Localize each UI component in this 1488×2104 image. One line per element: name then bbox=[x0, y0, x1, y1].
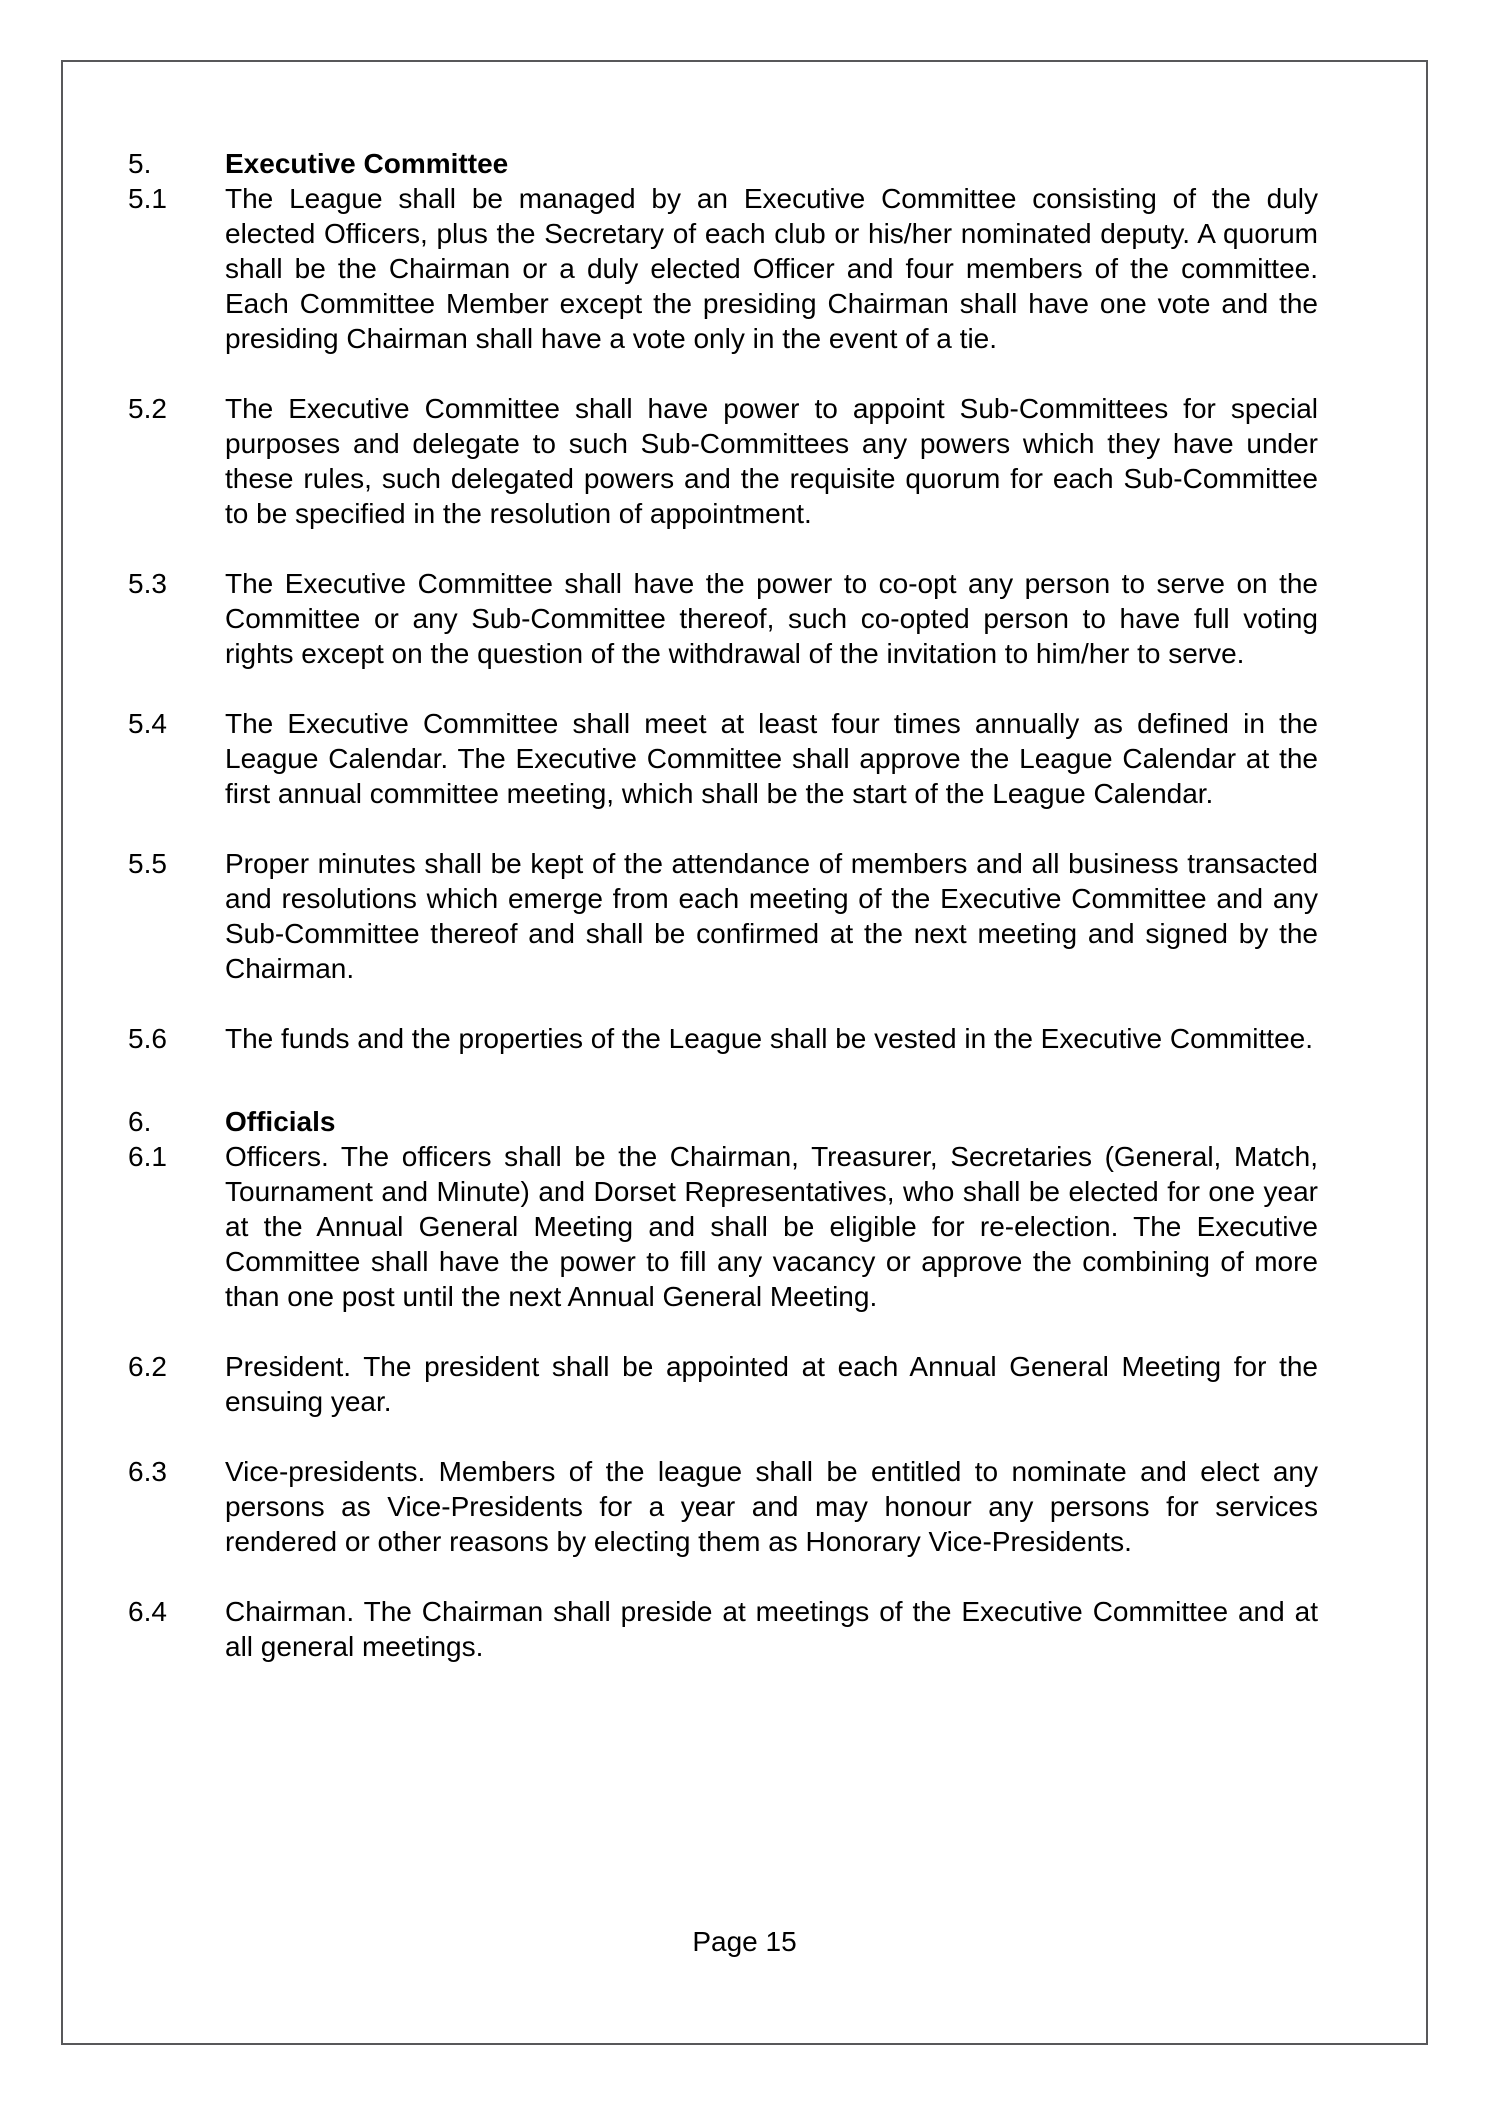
clause-5-5 bbox=[128, 846, 1318, 986]
section-heading-executive-committee bbox=[128, 146, 1318, 181]
clause-number: 5.2 bbox=[128, 393, 167, 424]
page-content bbox=[128, 146, 1318, 1699]
clause-number: 6.2 bbox=[128, 1351, 167, 1382]
clause-number: 5.6 bbox=[128, 1023, 167, 1054]
clause-5-3 bbox=[128, 566, 1318, 671]
clause-text: Proper minutes shall be kept of the attendance of members and all business transacted and resolutions which emerge from each meeting of the Executive Committee and any Sub-Committee thereof and shall be confirmed at the next meeting and signed by the Chairman. bbox=[225, 848, 1318, 984]
clause-text: Chairman. The Chairman shall preside at meetings of the Executive Committee and at all general meetings. bbox=[225, 1596, 1318, 1662]
clause-5-6 bbox=[128, 1021, 1318, 1056]
clause-6-3 bbox=[128, 1454, 1318, 1559]
clause-text: Officers. The officers shall be the Chairman, Treasurer, Secretaries (General, Match, Tournament and Minute) and Dorset Representatives, who shall be elected for one year at the Annual General Meeting and shall be eligible for re-election. The Executive Committee shall have the power to fill any vacancy or approve the combining of more than one post until the next Annual General Meeting. bbox=[225, 1141, 1318, 1312]
clause-number: 5.5 bbox=[128, 848, 167, 879]
clause-5-4 bbox=[128, 706, 1318, 811]
clause-number: 5.3 bbox=[128, 568, 167, 599]
section-number: 6. bbox=[128, 1106, 152, 1137]
clause-text: The Executive Committee shall have power to appoint Sub-Committees for special purposes and delegate to such Sub-Committees any powers which they have under these rules, such delegated powers and the requisite quorum for each Sub-Committee to be specified in the resolution of appointment. bbox=[225, 393, 1318, 529]
page-number: Page 15 bbox=[692, 1926, 797, 1957]
clause-5-2 bbox=[128, 391, 1318, 531]
clause-text: President. The president shall be appointed at each Annual General Meeting for the ensuing year. bbox=[225, 1351, 1318, 1417]
section-heading-officials bbox=[128, 1104, 1318, 1139]
clause-6-1 bbox=[128, 1139, 1318, 1314]
clause-number: 6.4 bbox=[128, 1596, 167, 1627]
page-border bbox=[61, 60, 1428, 2045]
clause-number: 6.1 bbox=[128, 1141, 167, 1172]
clause-text: The funds and the properties of the League shall be vested in the Executive Committee. bbox=[225, 1023, 1313, 1054]
section-title: Executive Committee bbox=[225, 148, 509, 179]
clause-text: The Executive Committee shall have the power to co-opt any person to serve on the Committee or any Sub-Committee thereof, such co-opted person to have full voting rights except on the question of the withdrawal of the invitation to him/her to serve. bbox=[225, 568, 1318, 669]
clause-text: The Executive Committee shall meet at least four times annually as defined in the League Calendar. The Executive Committee shall approve the League Calendar at the first annual committee meeting, which shall be the start of the League Calendar. bbox=[225, 708, 1318, 809]
clause-text: The League shall be managed by an Executive Committee consisting of the duly elected Officers, plus the Secretary of each club or his/her nominated deputy. A quorum shall be the Chairman or a duly elected Officer and four members of the committee. Each Committee Member except the presiding Chairman shall have one vote and the presiding Chairman shall have a vote only in the event of a tie. bbox=[225, 183, 1318, 354]
clause-number: 5.1 bbox=[128, 183, 167, 214]
clause-number: 6.3 bbox=[128, 1456, 167, 1487]
section-title: Officials bbox=[225, 1106, 336, 1137]
clause-5-1 bbox=[128, 181, 1318, 356]
section-number: 5. bbox=[128, 148, 152, 179]
clause-6-2 bbox=[128, 1349, 1318, 1419]
page-footer bbox=[63, 1924, 1426, 1959]
clause-text: Vice-presidents. Members of the league shall be entitled to nominate and elect any persons as Vice-Presidents for a year and may honour any persons for services rendered or other reasons by electing them as Honorary Vice-Presidents. bbox=[225, 1456, 1318, 1557]
clause-number: 5.4 bbox=[128, 708, 167, 739]
clause-6-4 bbox=[128, 1594, 1318, 1664]
